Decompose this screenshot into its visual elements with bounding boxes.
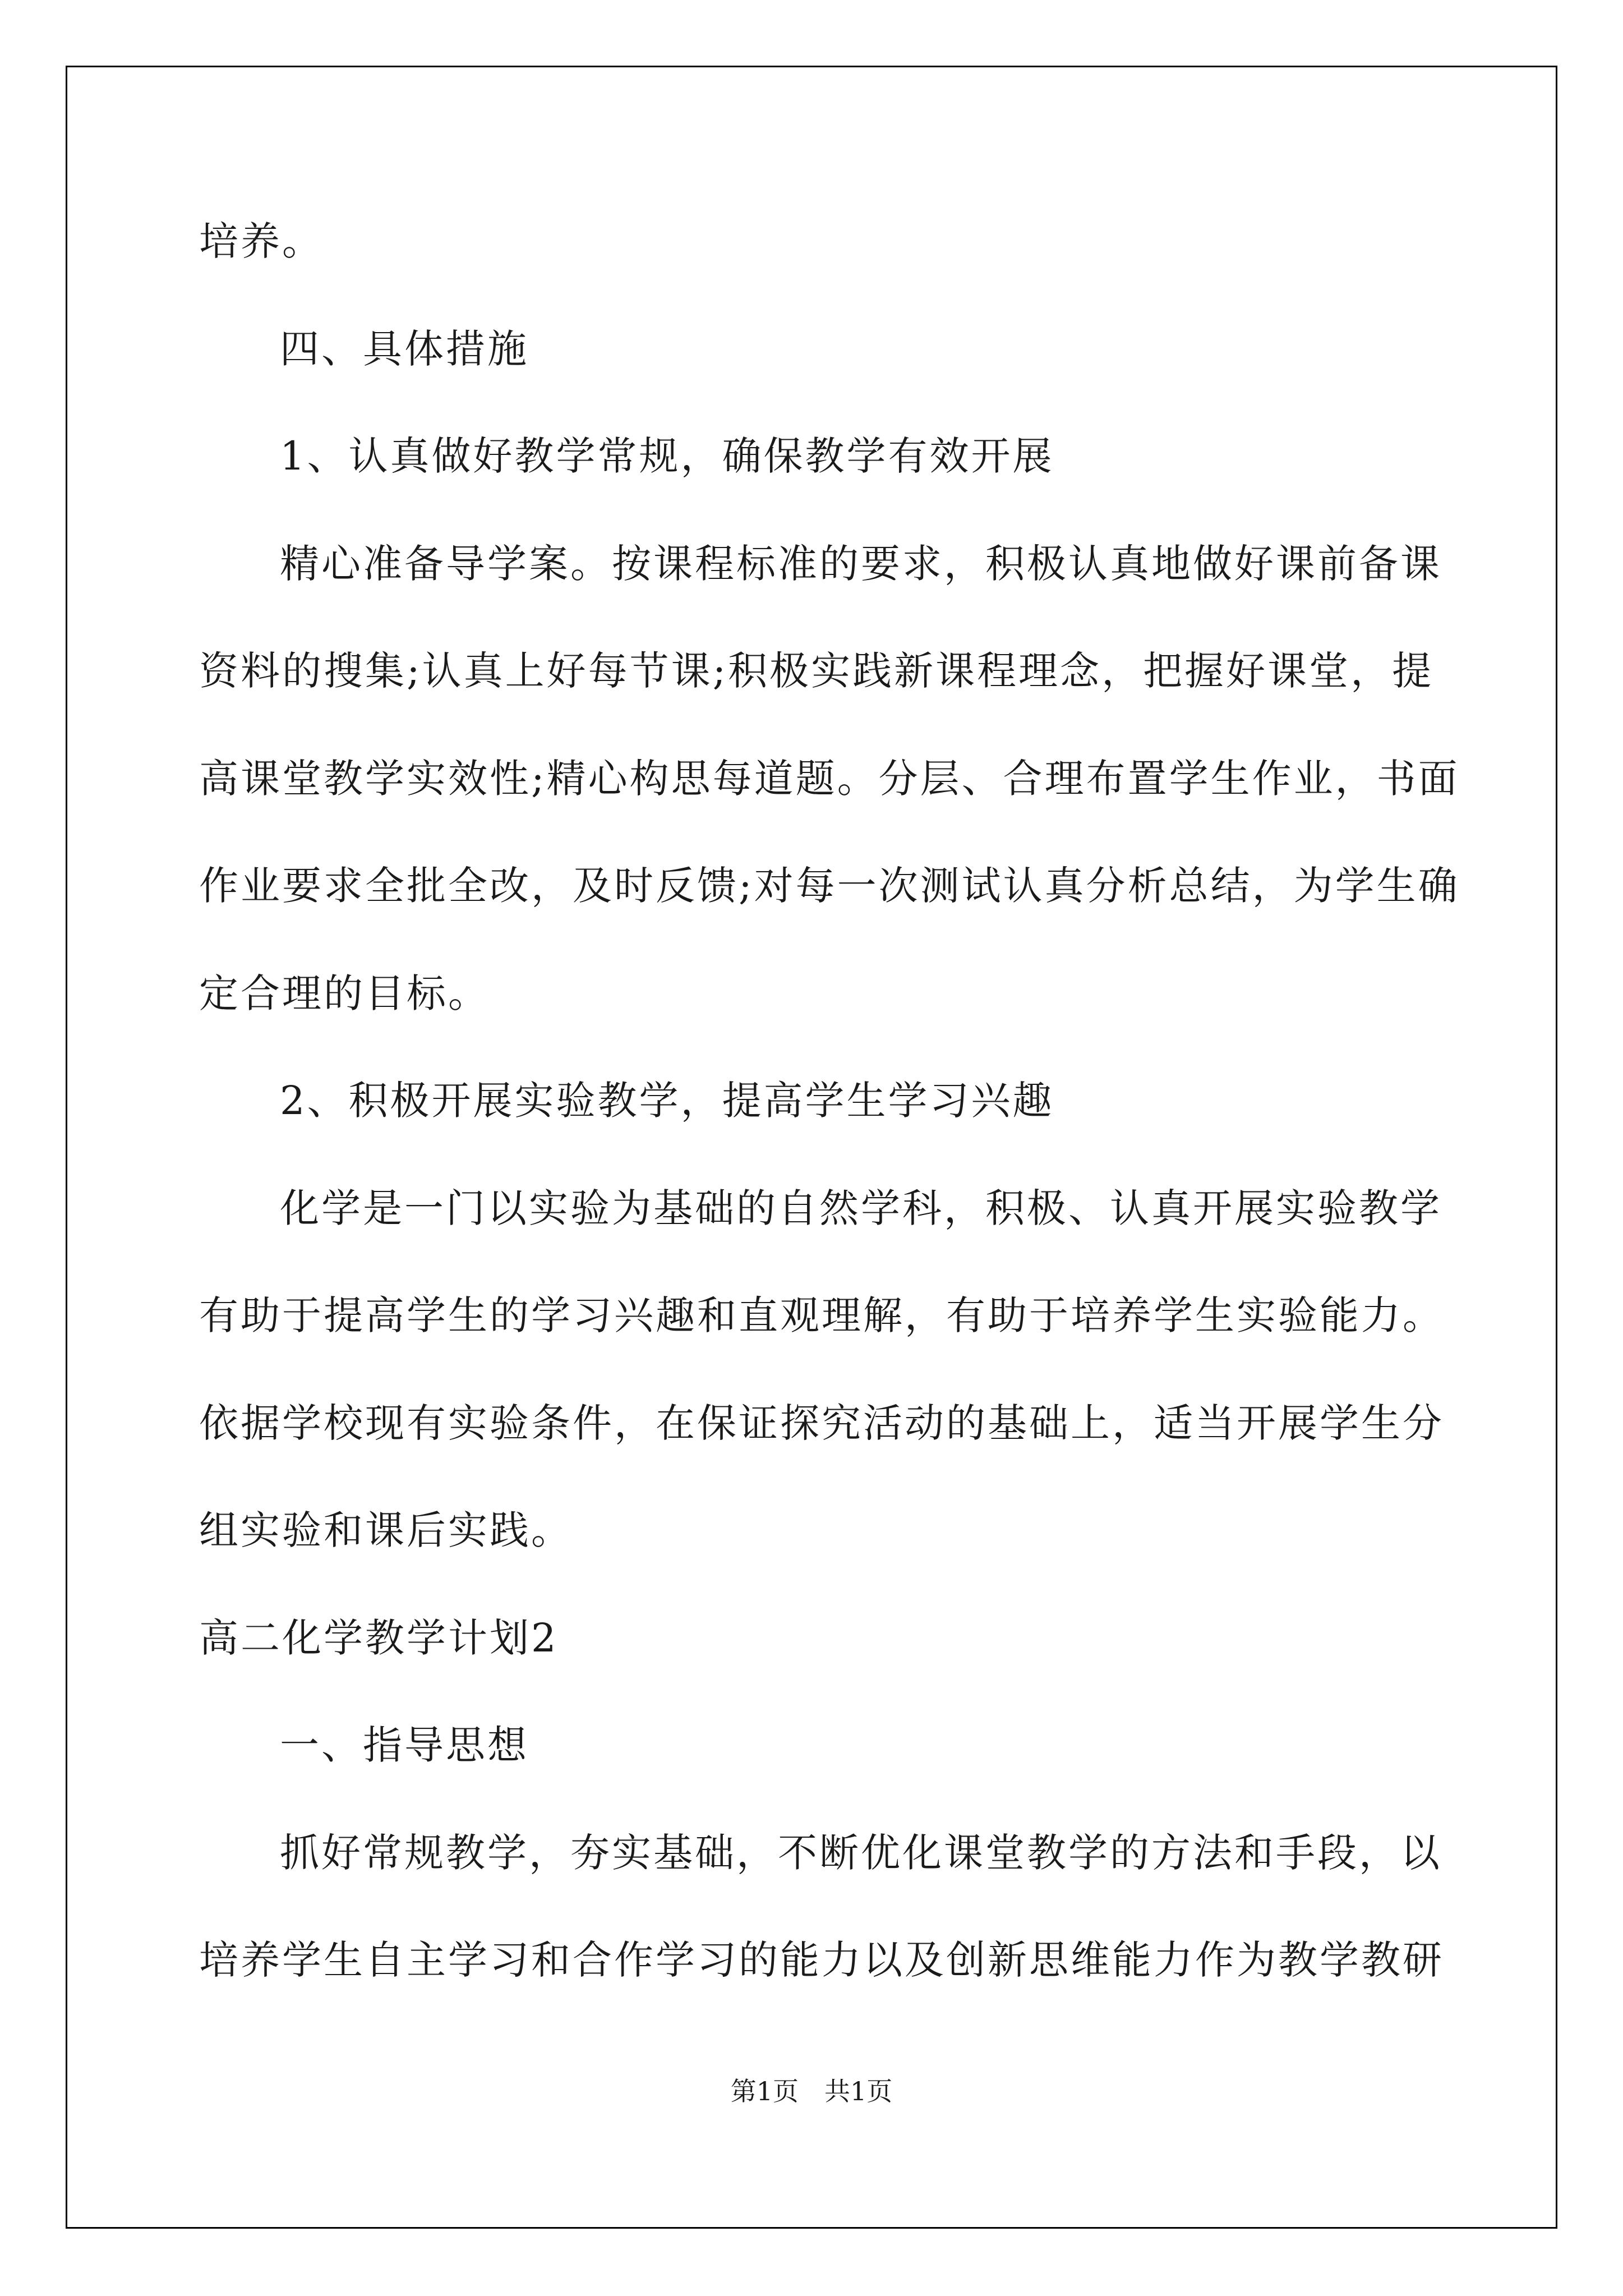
paragraph-line: 组实验和课后实践。 — [199, 1507, 573, 1553]
page-footer: 第1页 共1页 — [730, 2076, 893, 2106]
subsection-heading: 2、积极开展实验教学，提高学生学习兴趣 — [280, 1078, 1054, 1124]
paragraph-line: 作业要求全批全改，及时反馈;对每一次测试认真分析总结，为学生确 — [199, 863, 1460, 909]
subsection-heading: 1、认真做好教学常规，确保教学有效开展 — [280, 433, 1054, 479]
paragraph-line: 培养。 — [199, 218, 324, 264]
section-heading: 一、指导思想 — [280, 1722, 529, 1768]
document-body — [199, 213, 1460, 2040]
paragraph-line: 依据学校现有实验条件，在保证探究活动的基础上，适当开展学生分 — [199, 1400, 1444, 1446]
paragraph-line: 抓好常规教学，夯实基础，不断优化课堂教学的方法和手段，以 — [280, 1829, 1442, 1876]
paragraph-line: 资料的搜集;认真上好每节课;积极实践新课程理念，把握好课堂，提 — [199, 648, 1434, 694]
paragraph-line: 精心准备导学案。按课程标准的要求，积极认真地做好课前备课 — [280, 540, 1442, 587]
paragraph-line: 化学是一门以实验为基础的自然学科，积极、认真开展实验教学 — [280, 1185, 1442, 1231]
paragraph-line: 培养学生自主学习和合作学习的能力以及创新思维能力作为教学教研 — [199, 1937, 1444, 1983]
paragraph-line: 高课堂教学实效性;精心构思每道题。分层、合理布置学生作业，书面 — [199, 755, 1460, 802]
document-title: 高二化学教学计划2 — [199, 1614, 559, 1661]
paragraph-line: 有助于提高学生的学习兴趣和直观理解，有助于培养学生实验能力。 — [199, 1292, 1444, 1338]
section-heading: 四、具体措施 — [280, 325, 529, 372]
paragraph-line: 定合理的目标。 — [199, 970, 490, 1016]
